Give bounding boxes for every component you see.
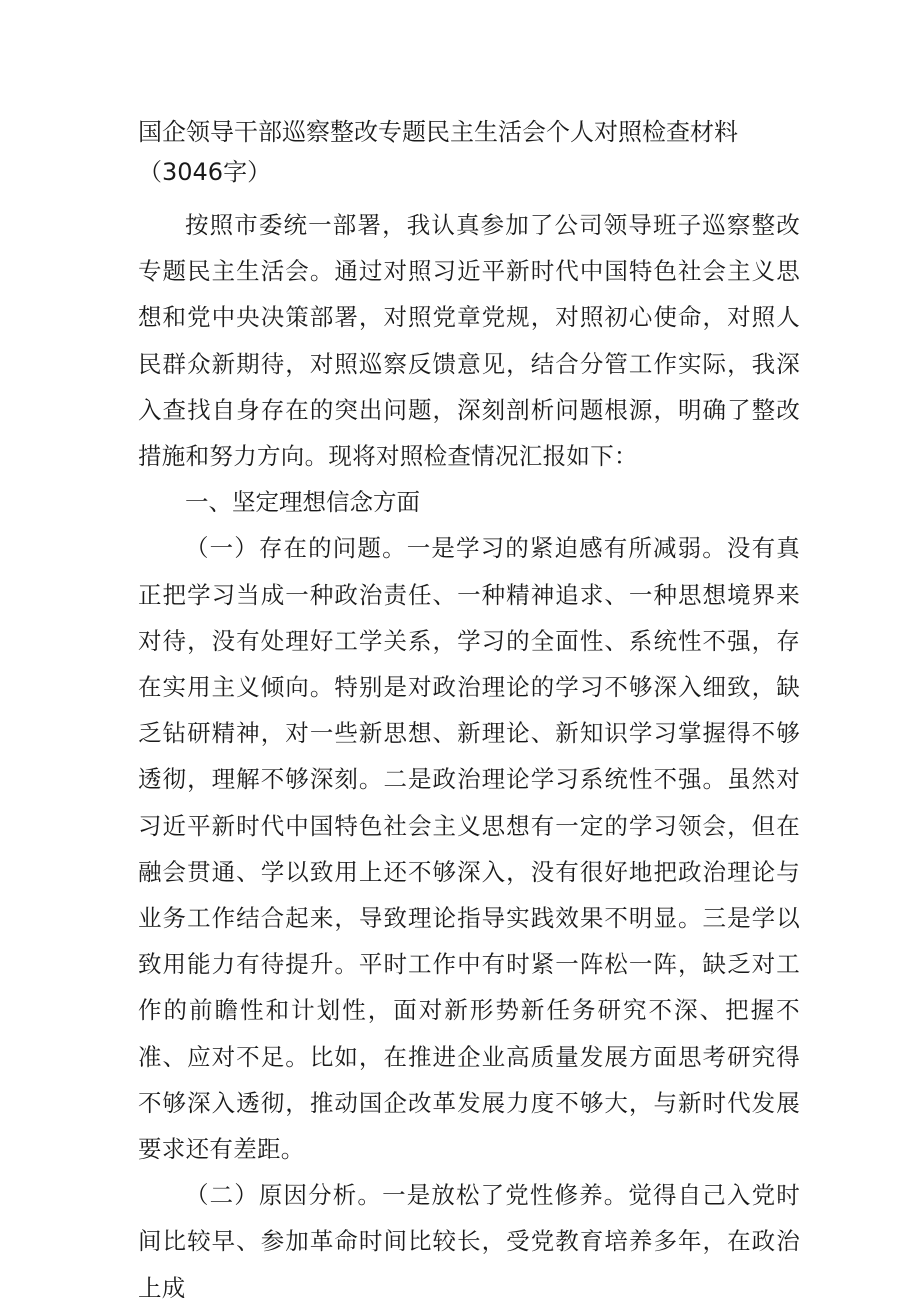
intro-paragraph: 按照市委统一部署，我认真参加了公司领导班子巡察整改专题民主生活会。通过对照习近平新时代中国特色社会主义思想和党中央决策部署，对照党章党规，对照初心使命，对照人民群众新期待，对照巡察反馈意见，结合分管工作实际，我深入查找自身存在的突出问题，深刻剖析问题根源，明确了整改措施和努力方向。现将对照检查情况汇报如下： [138, 211, 800, 471]
document-page [138, 112, 800, 1311]
causes-paragraph: （二）原因分析。一是放松了党性修养。觉得自己入党时间比较早、参加革命时间比较长，受党教育培养多年，在政治上成 [138, 1181, 800, 1302]
problems-paragraph: （一）存在的问题。一是学习的紧迫感有所减弱。没有真正把学习当成一种政治责任、一种精神追求、一种思想境界来对待，没有处理好工学关系，学习的全面性、系统性不强，存在实用主义倾向。特别是对政治理论的学习不够深入细致，缺乏钻研精神，对一些新思想、新理论、新知识学习掌握得不够透彻，理解不够深刻。二是政治理论学习系统性不强。虽然对习近平新时代中国特色社会主义思想有一定的学习领会，但在融会贯通、学以致用上还不够深入，没有很好地把政治理论与业务工作结合起来，导致理论指导实践效果不明显。三是学以致用能力有待提升。平时工作中有时紧一阵松一阵，缺乏对工作的前瞻性和计划性，面对新形势新任务研究不深、把握不准、应对不足。比如，在推进企业高质量发展方面思考研究得不够深入透彻，推动国企改革发展力度不够大，与新时代发展要求还有差距。 [138, 534, 800, 1164]
section-heading: 一、坚定理想信念方面 [185, 488, 420, 517]
document-title: 国企领导干部巡察整改专题民主生活会个人对照检查材料（3046字） [138, 118, 738, 186]
